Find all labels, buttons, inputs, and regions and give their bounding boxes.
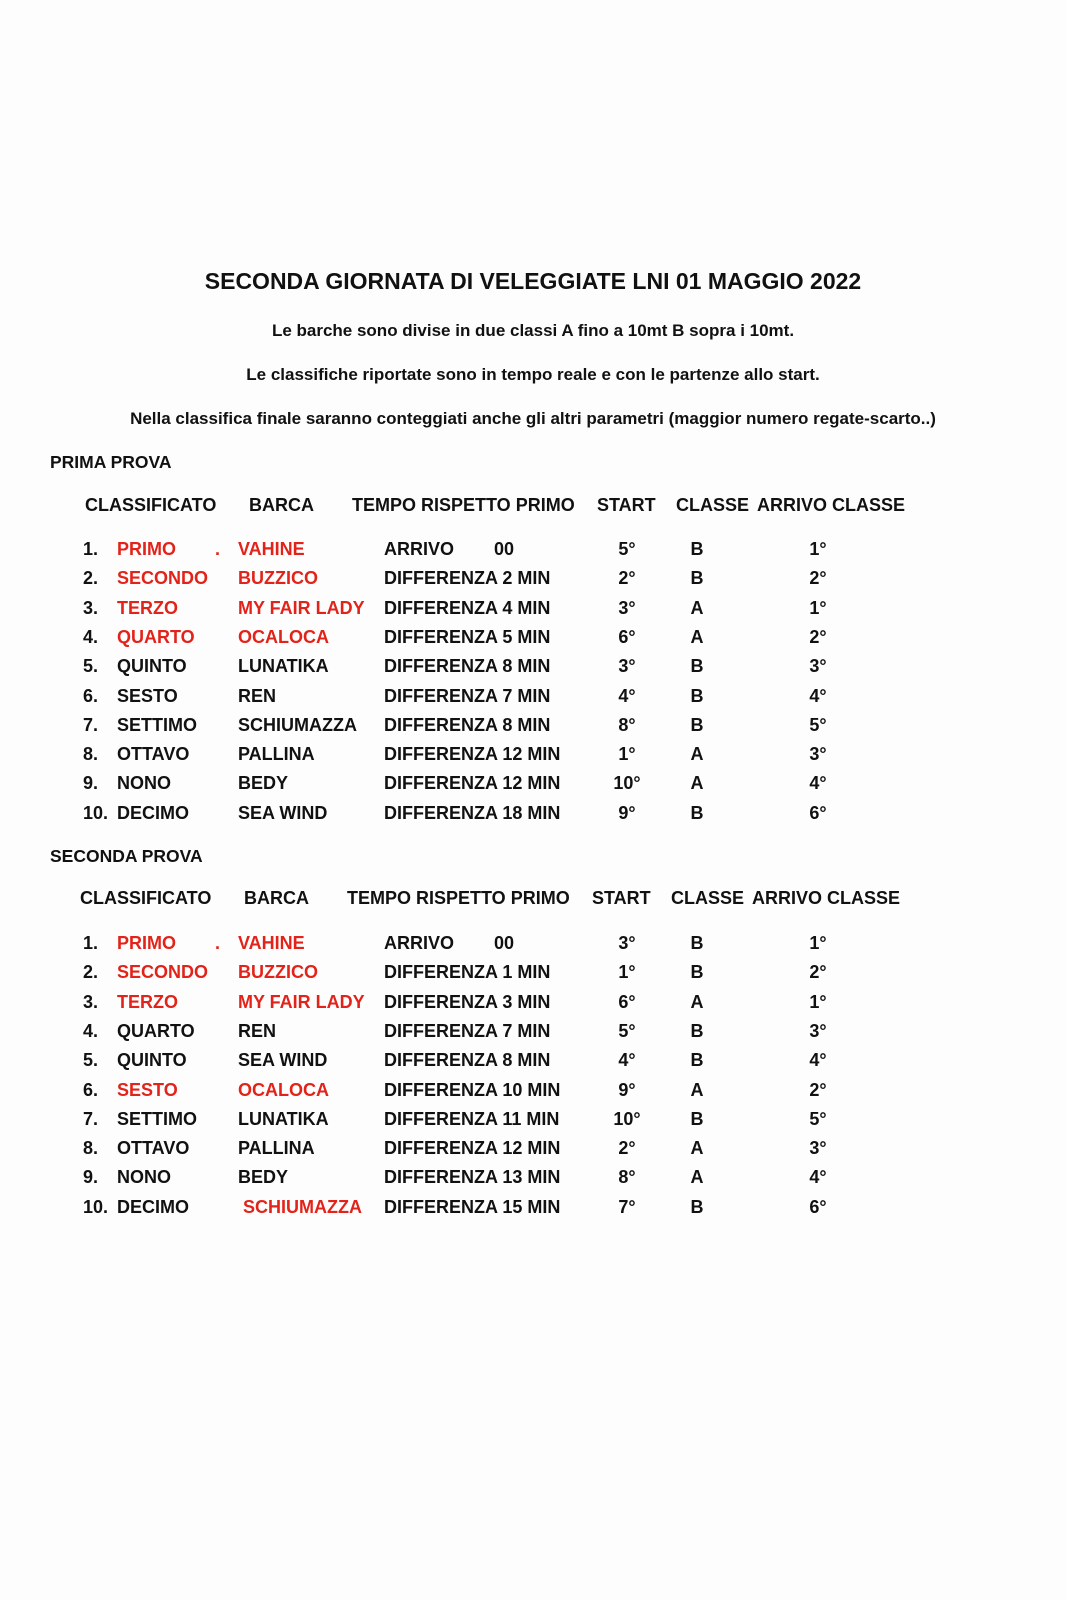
column-header-barca: BARCA — [249, 495, 314, 515]
position-number: 4. — [83, 1020, 99, 1041]
class-arrival: 2° — [809, 962, 827, 983]
position-label: PRIMO — [117, 539, 177, 559]
column-header-tempo: TEMPO RISPETTO PRIMO — [347, 888, 570, 908]
column-header-tempo: TEMPO RISPETTO PRIMO — [352, 495, 575, 515]
start-position: 3° — [618, 656, 636, 677]
boat-class: B — [690, 1108, 704, 1129]
time-gap: DIFFERENZA 7 MIN — [384, 1020, 551, 1041]
table-row — [0, 686, 1066, 710]
separator-dot: . — [215, 933, 221, 953]
position-number: 9. — [83, 773, 99, 794]
class-arrival: 3° — [809, 1020, 827, 1041]
position-number: 2. — [83, 962, 99, 983]
boat-class: B — [690, 656, 704, 677]
position-label: DECIMO — [117, 802, 189, 823]
start-position: 4° — [618, 685, 636, 706]
time-gap: DIFFERENZA 2 MIN — [384, 568, 551, 589]
boat-class: A — [690, 991, 704, 1012]
table-row — [0, 568, 1066, 592]
time-gap: DIFFERENZA 12 MIN — [384, 1138, 561, 1159]
start-position: 9° — [618, 1079, 636, 1100]
column-header-classificato: CLASSIFICATO — [85, 495, 217, 515]
boat-name: BUZZICO — [238, 962, 318, 983]
position-label: NONO — [117, 773, 171, 794]
table-row — [0, 1197, 1066, 1221]
boat-name: BEDY — [238, 773, 289, 794]
class-arrival: 1° — [809, 597, 827, 618]
time-gap: DIFFERENZA 3 MIN — [384, 991, 551, 1012]
table-row — [0, 1167, 1066, 1191]
class-arrival: 4° — [809, 685, 827, 706]
class-arrival: 3° — [809, 656, 827, 677]
boat-name: PALLINA — [238, 1138, 315, 1159]
start-position: 5° — [618, 1020, 636, 1041]
start-position: 3° — [618, 597, 636, 618]
boat-name: SEA WIND — [238, 1050, 328, 1071]
boat-name: SEA WIND — [238, 802, 328, 823]
boat-class: B — [690, 539, 704, 559]
position-number: 1. — [83, 539, 99, 559]
class-arrival: 5° — [809, 714, 827, 735]
boat-name: OCALOCA — [238, 626, 329, 647]
start-position: 6° — [618, 991, 636, 1012]
start-position: 9° — [618, 802, 636, 823]
boat-class: B — [690, 1020, 704, 1041]
position-number: 10. — [83, 802, 109, 823]
intro-line-real-time: Le classifiche riportate sono in tempo reale e con le partenze allo start. — [246, 365, 820, 384]
class-arrival: 4° — [809, 1050, 827, 1071]
table-row — [0, 773, 1066, 797]
time-gap: DIFFERENZA 15 MIN — [384, 1196, 561, 1217]
boat-class: B — [690, 962, 704, 983]
start-position: 2° — [618, 1138, 636, 1159]
boat-class: B — [690, 933, 704, 953]
table-row — [0, 627, 1066, 651]
intro-line-final-ranking: Nella classifica finale saranno conteggiati anche gli altri parametri (maggior numero regate-scarto..) — [130, 409, 936, 428]
table-row — [0, 539, 1066, 563]
position-label: TERZO — [117, 597, 178, 618]
class-arrival: 3° — [809, 1138, 827, 1159]
column-header-start: START — [597, 495, 656, 515]
start-position: 8° — [618, 1167, 636, 1188]
position-number: 2. — [83, 568, 99, 589]
position-label: DECIMO — [117, 1196, 189, 1217]
table-row — [0, 962, 1066, 986]
time-gap: DIFFERENZA 8 MIN — [384, 656, 551, 677]
time-gap: DIFFERENZA 11 MIN — [384, 1108, 560, 1129]
table-row — [0, 803, 1066, 827]
column-header-arrivo-classe: ARRIVO CLASSE — [757, 495, 906, 515]
class-arrival: 4° — [809, 1167, 827, 1188]
start-position: 8° — [618, 714, 636, 735]
class-arrival: 2° — [809, 568, 827, 589]
class-arrival: 4° — [809, 773, 827, 794]
boat-name: LUNATIKA — [238, 1108, 329, 1129]
boat-class: B — [690, 802, 704, 823]
boat-class: B — [690, 1196, 704, 1217]
class-arrival: 1° — [809, 539, 827, 559]
boat-name: REN — [238, 685, 277, 706]
position-number: 8. — [83, 1138, 99, 1159]
intro-line-classes: Le barche sono divise in due classi A fino a 10mt B sopra i 10mt. — [271, 321, 795, 340]
boat-class: A — [690, 1138, 704, 1159]
table-row — [0, 656, 1066, 680]
boat-name: SCHIUMAZZA — [243, 1196, 362, 1217]
class-arrival: 5° — [809, 1108, 827, 1129]
separator-dot: . — [215, 539, 221, 559]
table-row — [0, 1050, 1066, 1074]
boat-name: VAHINE — [238, 539, 305, 559]
position-number: 9. — [83, 1167, 99, 1188]
time-gap: DIFFERENZA 1 MIN — [384, 962, 551, 983]
time-gap: DIFFERENZA 12 MIN — [384, 773, 561, 794]
position-label: SESTO — [117, 685, 178, 706]
time-gap: DIFFERENZA 12 MIN — [384, 744, 561, 765]
boat-class: A — [690, 1079, 704, 1100]
start-position: 5° — [618, 539, 636, 559]
class-arrival: 6° — [809, 802, 827, 823]
boat-name: PALLINA — [238, 744, 315, 765]
position-label: TERZO — [117, 991, 178, 1012]
table-row — [0, 598, 1066, 622]
boat-class: A — [690, 597, 704, 618]
race-title: SECONDA PROVA — [50, 846, 203, 866]
boat-class: B — [690, 685, 704, 706]
position-number: 5. — [83, 1050, 99, 1071]
position-label: SETTIMO — [117, 1108, 197, 1129]
table-row — [0, 1109, 1066, 1133]
table-row — [0, 1021, 1066, 1045]
boat-name: MY FAIR LADY — [238, 991, 365, 1012]
boat-name: REN — [238, 1020, 277, 1041]
boat-class: B — [690, 1050, 704, 1071]
start-position: 1° — [618, 744, 636, 765]
race-title: PRIMA PROVA — [50, 452, 172, 472]
position-number: 7. — [83, 1108, 99, 1129]
position-number: 10. — [83, 1196, 109, 1217]
position-label: QUARTO — [117, 1020, 195, 1041]
position-number: 1. — [83, 933, 99, 953]
column-header-classe: CLASSE — [671, 888, 745, 908]
position-number: 6. — [83, 1079, 99, 1100]
table-row — [0, 1080, 1066, 1104]
start-position: 10° — [613, 773, 641, 794]
table-row — [0, 715, 1066, 739]
boat-class: A — [690, 1167, 704, 1188]
position-label: SECONDO — [117, 568, 209, 589]
time-gap: DIFFERENZA 5 MIN — [384, 626, 551, 647]
class-arrival: 1° — [809, 991, 827, 1012]
position-label: SECONDO — [117, 962, 209, 983]
column-header-classificato: CLASSIFICATO — [80, 888, 212, 908]
position-label: QUINTO — [117, 1050, 187, 1071]
position-number: 3. — [83, 597, 99, 618]
column-header-arrivo-classe: ARRIVO CLASSE — [752, 888, 901, 908]
time-gap: ARRIVO 00 — [384, 933, 515, 953]
position-label: SESTO — [117, 1079, 178, 1100]
start-position: 2° — [618, 568, 636, 589]
table-row — [0, 992, 1066, 1016]
start-position: 4° — [618, 1050, 636, 1071]
time-gap: DIFFERENZA 8 MIN — [384, 714, 551, 735]
time-gap: ARRIVO 00 — [384, 539, 515, 559]
start-position: 7° — [618, 1196, 636, 1217]
boat-class: A — [690, 744, 704, 765]
position-number: 5. — [83, 656, 99, 677]
time-gap: DIFFERENZA 13 MIN — [384, 1167, 561, 1188]
table-row — [0, 933, 1066, 957]
table-header — [0, 888, 1066, 912]
position-number: 7. — [83, 714, 99, 735]
time-gap: DIFFERENZA 8 MIN — [384, 1050, 551, 1071]
page-title: SECONDA GIORNATA DI VELEGGIATE LNI 01 MAGGIO 2022 — [204, 268, 862, 294]
position-number: 3. — [83, 991, 99, 1012]
time-gap: DIFFERENZA 10 MIN — [384, 1079, 561, 1100]
position-number: 6. — [83, 685, 99, 706]
position-label: QUARTO — [117, 626, 195, 647]
class-arrival: 2° — [809, 626, 827, 647]
time-gap: DIFFERENZA 18 MIN — [384, 802, 561, 823]
table-row — [0, 744, 1066, 768]
position-label: PRIMO — [117, 933, 177, 953]
position-label: QUINTO — [117, 656, 187, 677]
start-position: 10° — [613, 1108, 641, 1129]
boat-name: BEDY — [238, 1167, 289, 1188]
table-row — [0, 1138, 1066, 1162]
position-label: OTTAVO — [117, 1138, 190, 1159]
position-label: OTTAVO — [117, 744, 190, 765]
boat-class: B — [690, 714, 704, 735]
column-header-barca: BARCA — [244, 888, 309, 908]
table-header — [0, 495, 1066, 519]
time-gap: DIFFERENZA 4 MIN — [384, 597, 551, 618]
column-header-start: START — [592, 888, 651, 908]
position-number: 4. — [83, 626, 99, 647]
boat-name: BUZZICO — [238, 568, 318, 589]
boat-name: LUNATIKA — [238, 656, 329, 677]
position-label: SETTIMO — [117, 714, 197, 735]
boat-class: B — [690, 568, 704, 589]
class-arrival: 6° — [809, 1196, 827, 1217]
time-gap: DIFFERENZA 7 MIN — [384, 685, 551, 706]
class-arrival: 3° — [809, 744, 827, 765]
class-arrival: 2° — [809, 1079, 827, 1100]
boat-name: MY FAIR LADY — [238, 597, 365, 618]
position-label: NONO — [117, 1167, 171, 1188]
start-position: 6° — [618, 626, 636, 647]
boat-name: OCALOCA — [238, 1079, 329, 1100]
start-position: 1° — [618, 962, 636, 983]
boat-class: A — [690, 626, 704, 647]
column-header-classe: CLASSE — [676, 495, 750, 515]
class-arrival: 1° — [809, 933, 827, 953]
start-position: 3° — [618, 933, 636, 953]
position-number: 8. — [83, 744, 99, 765]
boat-name: VAHINE — [238, 933, 305, 953]
boat-class: A — [690, 773, 704, 794]
boat-name: SCHIUMAZZA — [238, 714, 357, 735]
